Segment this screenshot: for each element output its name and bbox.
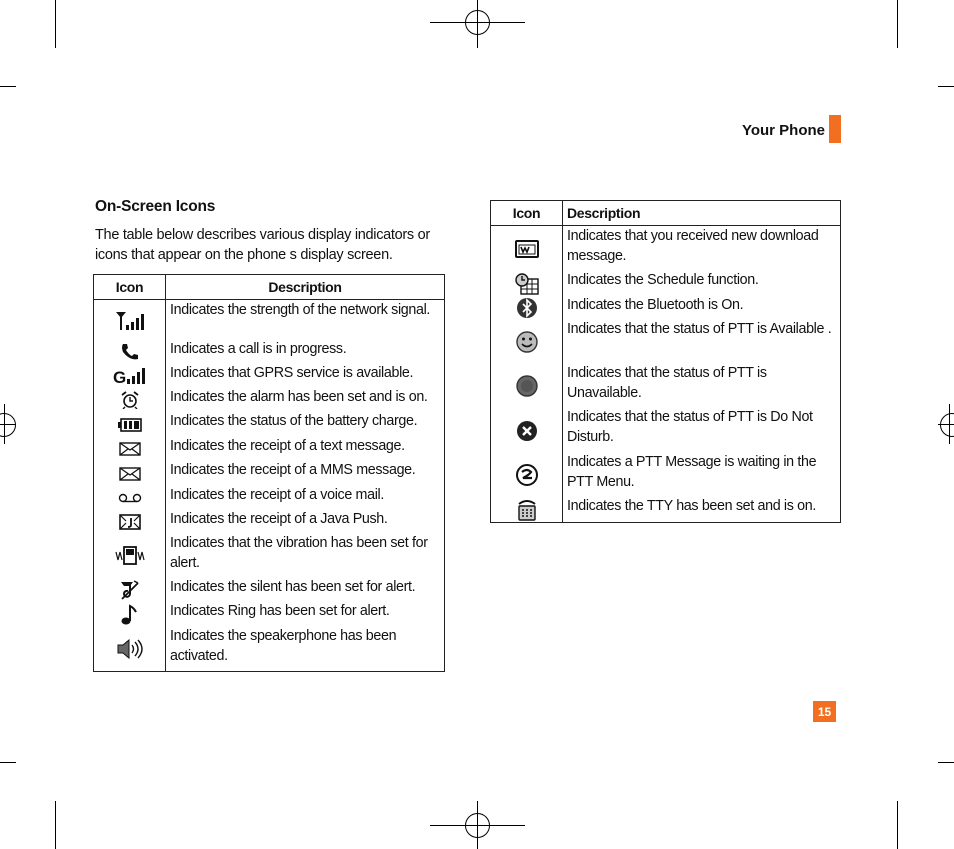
crop-mark xyxy=(0,86,16,87)
row-description: Indicates that the status of PTT is Do Not Disturb. xyxy=(563,408,841,453)
voicemail-icon xyxy=(94,486,165,510)
row-description: Indicates the Bluetooth is On. xyxy=(563,296,841,320)
row-description: Indicates the TTY has been set and is on. xyxy=(563,497,841,523)
download-message-icon xyxy=(491,227,562,271)
vibration-icon xyxy=(94,534,165,578)
column-header-description: Description xyxy=(563,201,841,226)
table-row xyxy=(491,296,841,320)
row-description: Indicates that you received new download message. xyxy=(563,226,841,272)
row-description: Indicates Ring has been set for alert. xyxy=(166,602,445,627)
table-row xyxy=(94,486,445,510)
crop-mark xyxy=(0,762,16,763)
crop-mark xyxy=(897,801,898,849)
crop-mark xyxy=(55,0,56,48)
section-intro: The table below describes various display indicators or icons that appear on the phone s display screen. xyxy=(95,227,430,263)
row-description: Indicates a PTT Message is waiting in the PTT Menu. xyxy=(563,453,841,497)
row-description: Indicates that the vibration has been set for alert. xyxy=(166,534,445,578)
bluetooth-icon xyxy=(491,296,562,320)
row-description: Indicates the alarm has been set and is on. xyxy=(166,388,445,412)
table-header-row xyxy=(94,275,445,300)
signal-strength-icon xyxy=(94,301,165,340)
section-title: On-Screen Icons xyxy=(95,198,216,215)
ptt-unavailable-icon xyxy=(491,364,562,408)
table-row xyxy=(94,364,445,388)
column-header-description: Description xyxy=(166,275,445,300)
row-description: Indicates the silent has been set for alert. xyxy=(166,578,445,602)
row-description: Indicates that the status of PTT is Unavailable. xyxy=(563,364,841,408)
mms-envelope-icon xyxy=(94,461,165,486)
icon-table-left xyxy=(93,274,445,672)
table-row xyxy=(94,510,445,534)
gprs-signal-icon xyxy=(94,364,165,388)
ring-note-icon xyxy=(94,602,165,627)
crop-mark xyxy=(938,86,954,87)
row-description: Indicates the receipt of a voice mail. xyxy=(166,486,445,510)
ptt-message-icon xyxy=(491,453,562,497)
svg-text:G: G xyxy=(112,368,126,385)
icon-table-right xyxy=(490,200,841,523)
table-row xyxy=(94,300,445,341)
row-description: Indicates the speakerphone has been activated. xyxy=(166,627,445,672)
alarm-clock-icon xyxy=(94,388,165,412)
row-description: Indicates the receipt of a MMS message. xyxy=(166,461,445,486)
crop-mark xyxy=(55,801,56,849)
phone-handset-icon xyxy=(94,340,165,364)
table-row xyxy=(94,461,445,486)
table-row xyxy=(491,497,841,523)
row-description: Indicates that GPRS service is available. xyxy=(166,364,445,388)
row-description: Indicates the status of the battery charge. xyxy=(166,412,445,437)
table-row xyxy=(94,534,445,578)
text-message-envelope-icon xyxy=(94,437,165,461)
table-row xyxy=(491,271,841,296)
page-number: 15 xyxy=(813,701,836,722)
crop-mark xyxy=(938,762,954,763)
java-push-icon xyxy=(94,510,165,534)
row-description: Indicates the receipt of a Java Push. xyxy=(166,510,445,534)
battery-icon xyxy=(94,412,165,437)
ptt-available-icon xyxy=(491,320,562,364)
table-row xyxy=(94,578,445,602)
table-row xyxy=(94,627,445,672)
column-header-icon: Icon xyxy=(491,201,563,226)
table-row xyxy=(491,453,841,497)
table-row xyxy=(491,320,841,364)
silent-icon xyxy=(94,578,165,602)
chapter-title: Your Phone xyxy=(741,122,825,139)
table-row xyxy=(491,408,841,453)
table-row xyxy=(94,412,445,437)
table-row xyxy=(94,388,445,412)
chapter-accent-bar xyxy=(829,115,841,143)
row-description: Indicates a call is in progress. xyxy=(166,340,445,364)
row-description: Indicates that the status of PTT is Available . xyxy=(563,320,841,364)
table-row xyxy=(491,226,841,272)
ptt-do-not-disturb-icon xyxy=(491,408,562,453)
speakerphone-icon xyxy=(94,627,165,671)
row-description: Indicates the Schedule function. xyxy=(563,271,841,296)
tty-icon xyxy=(491,497,562,522)
row-description: Indicates the receipt of a text message. xyxy=(166,437,445,461)
crop-mark xyxy=(897,0,898,48)
table-row xyxy=(94,340,445,364)
table-header-row xyxy=(491,201,841,226)
table-row xyxy=(94,437,445,461)
column-header-icon: Icon xyxy=(94,275,166,300)
table-row xyxy=(491,364,841,408)
table-row xyxy=(94,602,445,627)
row-description: Indicates the strength of the network signal. xyxy=(166,300,445,341)
schedule-icon xyxy=(491,271,562,296)
